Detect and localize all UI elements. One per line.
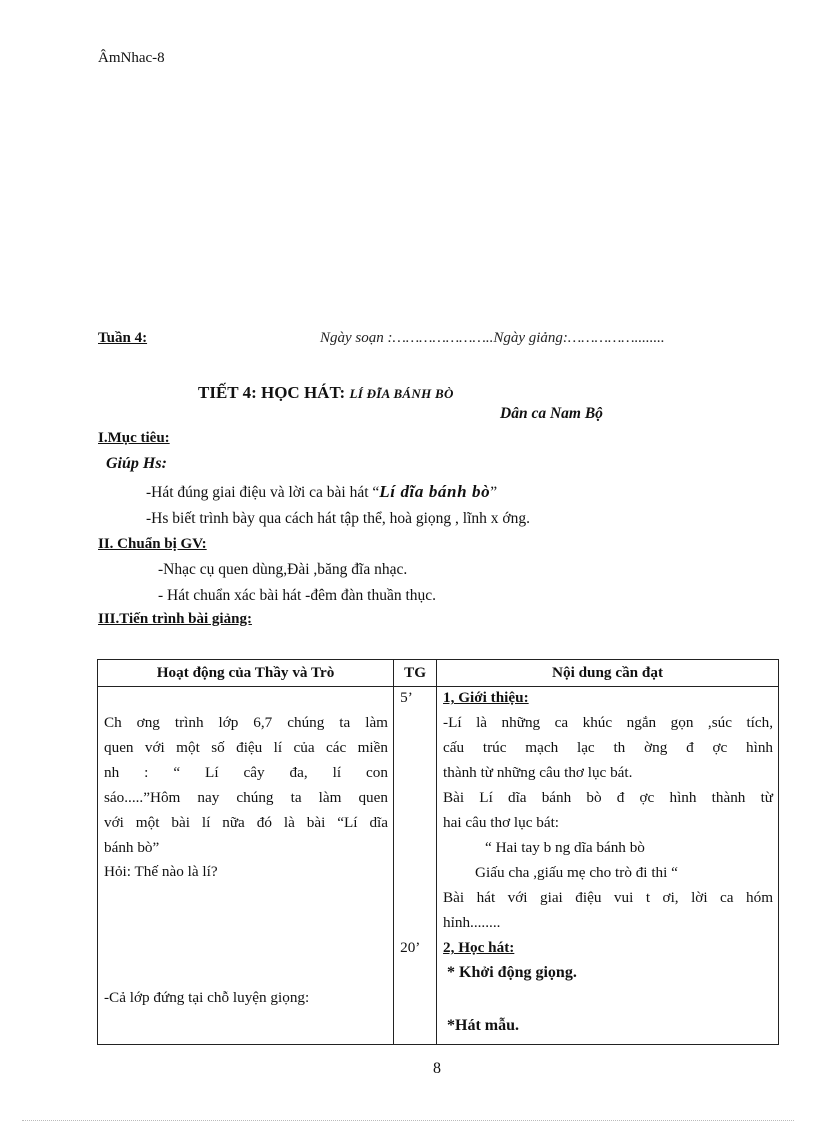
content-cell — [437, 687, 779, 1045]
header-content: Nội dung cần đạt — [437, 660, 779, 687]
warmup-step: * Khởi động giọng. — [447, 964, 577, 981]
content-line: -Lí là những ca khúc ngắn gọn ,súc tích, — [443, 714, 774, 731]
preparation-heading: II. Chuẩn bị GV: — [98, 536, 207, 552]
page-divider — [22, 1120, 794, 1121]
table-row — [98, 687, 779, 1045]
process-heading: III.Tiến trình bài giảng: — [98, 611, 252, 627]
song-title: LÍ ĐĨA BÁNH BÒ — [349, 386, 454, 401]
objective-item-1-prefix: -Hát đúng giai điệu và lời ca bài hát “ — [146, 484, 380, 501]
section-intro-heading: 1, Giới thiệu: — [443, 689, 529, 706]
activity-line: sáo.....”Hôm nay chúng ta làm quen — [104, 789, 388, 806]
poem-line: Giấu cha ,giấu mẹ cho trò đi thi “ — [475, 864, 678, 881]
activity-line: Ch ơng trình lớp 6,7 chúng ta làm — [104, 714, 388, 731]
poem-line: “ Hai tay b ng dĩa bánh bò — [485, 839, 645, 856]
week-label: Tuần 4: — [98, 330, 148, 346]
content-line: cấu trúc mạch lạc th ờng đ ợc hình — [443, 739, 774, 756]
preparation-item-2: - Hát chuẩn xác bài hát -đêm đàn thuần thục. — [158, 587, 437, 604]
objectives-heading: I.Mục tiêu: — [98, 430, 170, 446]
activity-line: với một bài lí nữa đó là bài “Lí dĩa — [104, 814, 388, 831]
content-line: Bài hát với giai điệu vui t ơi, lời ca hóm — [443, 889, 774, 906]
activity-line: bánh bò” — [104, 839, 160, 856]
activity-question: Hỏi: Thế nào là lí? — [104, 863, 218, 880]
header-activity: Hoạt động của Thầy và Trò — [98, 660, 394, 687]
table-header-row — [98, 660, 779, 687]
page-number: 8 — [433, 1060, 441, 1077]
activity-line: -Cả lớp đứng tại chỗ luyện giọng: — [104, 989, 310, 1006]
content-line: hỉnh........ — [443, 914, 501, 931]
content-line: Bài Lí dĩa bánh bò đ ợc hình thành từ — [443, 789, 774, 806]
time-cell — [394, 687, 437, 1045]
lesson-title-prefix: TIẾT 4: HỌC HÁT: — [198, 383, 346, 402]
objective-song: Lí dĩa bánh bò — [379, 482, 491, 501]
lesson-title — [198, 383, 454, 403]
objective-item-1-suffix: ” — [490, 484, 498, 501]
header-time: TG — [394, 660, 437, 687]
section-learn-heading: 2, Học hát: — [443, 939, 515, 956]
activity-line: quen với một số điệu lí của các miền — [104, 739, 388, 756]
sample-step: *Hát mẫu. — [447, 1017, 520, 1034]
preparation-item-1: -Nhạc cụ quen dùng,Đài ,băng đĩa nhạc. — [158, 561, 408, 578]
objective-item-2: -Hs biết trình bày qua cách hát tập thể, hoà giọng , lĩnh x ớng. — [146, 510, 530, 527]
activity-cell — [98, 687, 394, 1045]
content-line: hai câu thơ lục bát: — [443, 814, 560, 831]
objective-item-1 — [146, 482, 497, 502]
time-value: 20’ — [400, 939, 421, 956]
objectives-subheading: Giúp Hs: — [106, 455, 167, 472]
lesson-table — [97, 659, 779, 1045]
lesson-dates: Ngày soạn :…………………..Ngày giảng:……………........ — [320, 330, 665, 346]
document-header: ÂmNhac-8 — [98, 50, 165, 66]
content-line: thành từ những câu thơ lục bát. — [443, 764, 633, 781]
song-origin: Dân ca Nam Bộ — [500, 405, 603, 422]
activity-line: nh : “ Lí cây đa, lí con — [104, 764, 388, 781]
time-value: 5’ — [400, 689, 413, 706]
